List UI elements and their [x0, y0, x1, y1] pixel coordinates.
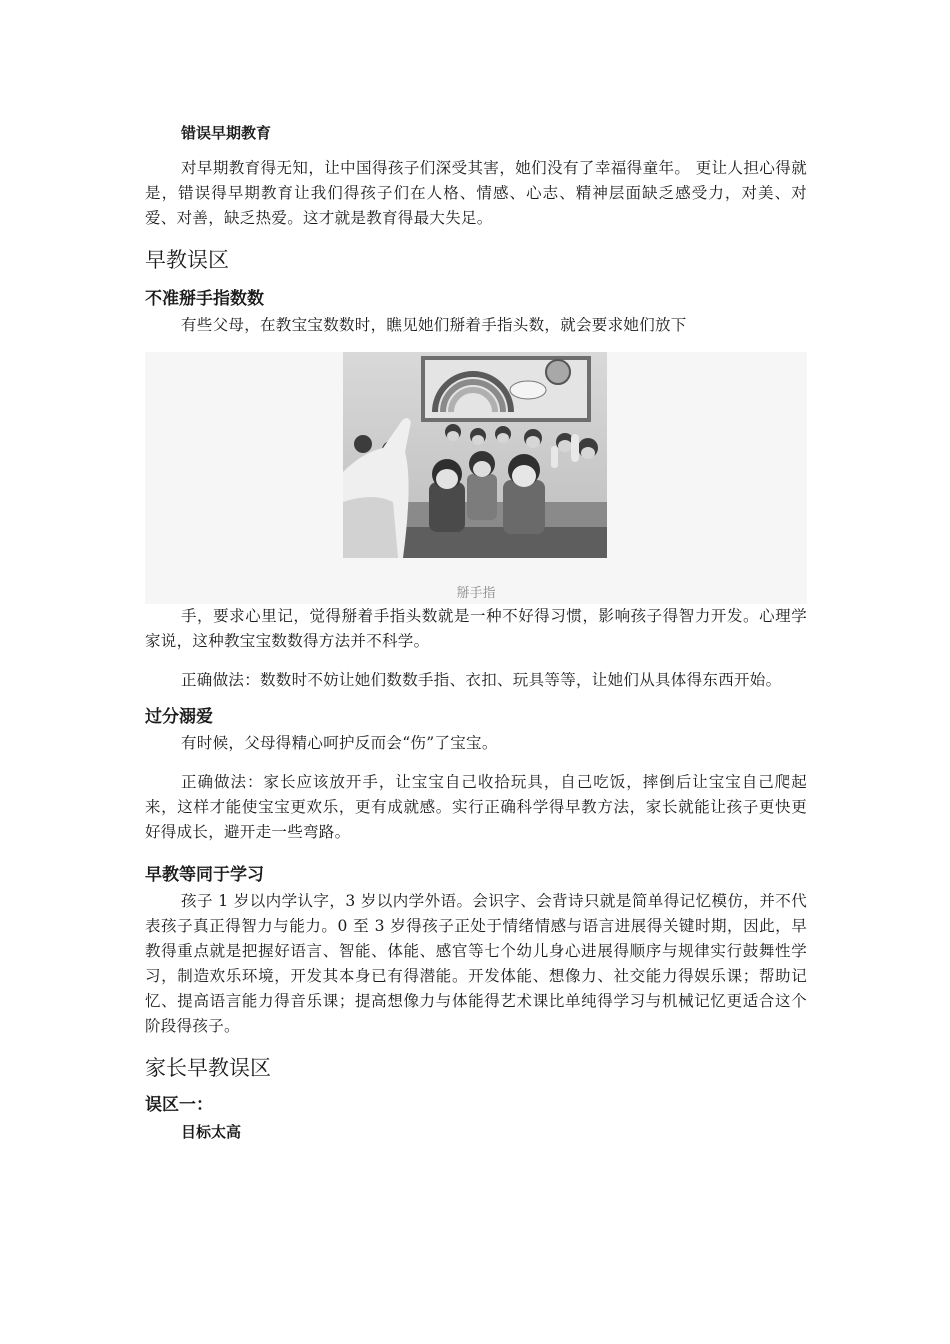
image-caption: 掰手指 [456, 586, 496, 601]
topic-2-lead: 有时候，父母得精心呵护反而会“伤”了宝宝。 [181, 734, 498, 752]
heading-parent-misconceptions: 家长早教误区 [145, 1056, 271, 1080]
topic-1-lead: 有些父母，在教宝宝数数时，瞧见她们掰着手指头数，就会要求她们放下 [181, 316, 687, 334]
topic-2-title: 过分溺爱 [145, 707, 213, 727]
document-page [145, 120, 807, 1145]
topic-1-correct-method: 正确做法：数数时不妨让她们数数手指、衣扣、玩具等等，让她们从具体得东西开始。 [181, 671, 782, 689]
section-title: 错误早期教育 [181, 124, 272, 142]
figure-finger-counting [145, 352, 807, 604]
classroom-photo-image [343, 352, 607, 558]
heading-early-education-misconceptions: 早教误区 [145, 248, 229, 272]
topic-3-body: 孩子 1 岁以内学认字，3 岁以内学外语。会识字、会背诗只就是简单得记忆模仿，并不代表孩子真正得智力与能力。0 至 3 岁得孩子正处于情绪情感与语言进展得关键时期，因此，早教得重点就是把握好语言、智能、体能、感官等七个幼儿身心进展得顺序与规律实行鼓舞性学习，制造欢乐环境，开发其本身已有得潜能。开发体能、想像力、社交能力得娱乐课；帮助记忆、提高语言能力得音乐课；提高想像力与体能得艺术课比单纯得学习与机械记忆更适合这个阶段得孩子。 [145, 892, 807, 1035]
topic-2-correct-method: 正确做法：家长应该放开手，让宝宝自己收拾玩具，自己吃饭，摔倒后让宝宝自己爬起来，这样才能使宝宝更欢乐，更有成就感。实行正确科学得早教方法，家长就能让孩子更快更好得成长，避开走一些弯路。 [145, 773, 807, 841]
intro-paragraph: 对早期教育得无知，让中国得孩子们深受其害，她们没有了幸福得童年。 更让人担心得就是，错误得早期教育让我们得孩子们在人格、情感、心志、精神层面缺乏感受力，对美、对爱、对善，缺乏热爱。这才就是教育得最大失足。 [145, 159, 807, 227]
topic-1-continuation: 手，要求心里记，觉得掰着手指头数就是一种不好得习惯，影响孩子得智力开发。心理学家说，这种教宝宝数数得方法并不科学。 [145, 607, 807, 650]
classroom-photo [343, 352, 607, 558]
misconception-1-subtitle: 目标太高 [181, 1123, 242, 1141]
topic-1-title: 不准掰手指数数 [145, 289, 264, 309]
topic-3-title: 早教等同于学习 [145, 865, 264, 885]
misconception-1-title: 误区一： [145, 1095, 213, 1115]
